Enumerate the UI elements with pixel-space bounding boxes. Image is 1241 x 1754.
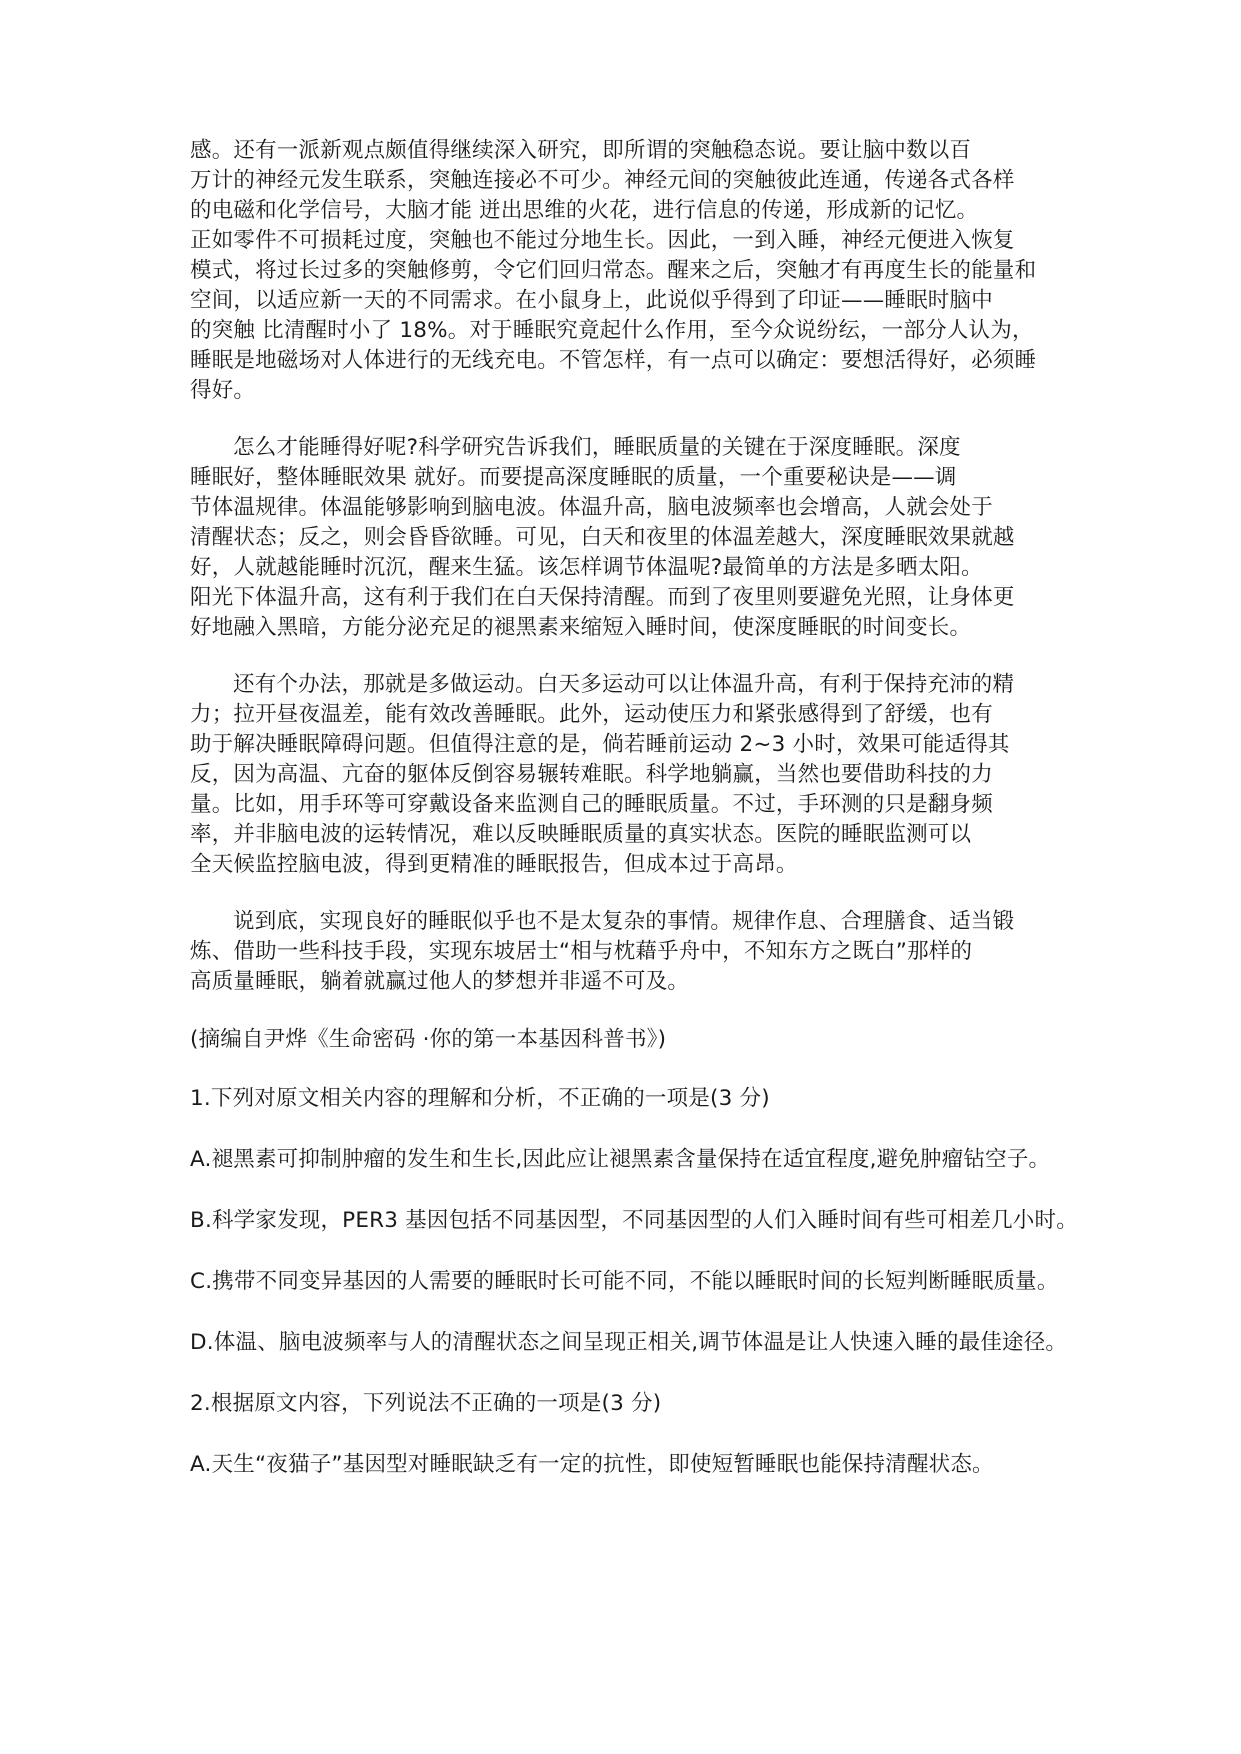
option-c: C.携带不同变异基因的人需要的睡眠时长可能不同，不能以睡眠时间的长短判断睡眠质量。 <box>190 1269 1059 1294</box>
text-line: 节体温规律。体温能够影响到脑电波。体温升高，脑电波频率也会增高，人就会处于 <box>190 495 993 520</box>
text-line: 炼、借助一些科技手段，实现东坡居士“相与枕藉乎舟中，不知东方之既白”那样的 <box>190 939 973 964</box>
question-stem: 2.根据原文内容，下列说法不正确的一项是(3 分) <box>190 1391 662 1416</box>
text-line: 好地融入黑暗，方能分泌充足的褪黑素来缩短入睡时间，使深度睡眠的时间变长。 <box>190 615 972 640</box>
text-line: 说到底，实现良好的睡眠似乎也不是太复杂的事情。规律作息、合理膳食、适当锻 <box>233 909 1015 934</box>
text-line: 率，并非脑电波的运转情况，难以反映睡眠质量的真实状态。医院的睡眠监测可以 <box>190 822 972 847</box>
text-line: 清醒状态；反之，则会昏昏欲睡。可见，白天和夜里的体温差越大，深度睡眠效果就越 <box>190 525 1015 550</box>
option-a: A.天生“夜猫子”基因型对睡眠缺乏有一定的抗性，即使短暂睡眠也能保持清醒状态。 <box>190 1452 994 1477</box>
text-line: 全天候监控脑电波，得到更精准的睡眠报告，但成本过于高昂。 <box>190 852 798 877</box>
text-line: 力；拉开昼夜温差，能有效改善睡眠。此外，运动使压力和紧张感得到了舒缓，也有 <box>190 702 993 727</box>
text-line: 感。还有一派新观点颇值得继续深入研究，即所谓的突触稳态说。要让脑中数以百 <box>190 138 972 163</box>
text-line: 反，因为高温、亢奋的躯体反倒容易辗转难眠。科学地躺赢，当然也要借助科技的力 <box>190 762 993 787</box>
text-line: 量。比如，用手环等可穿戴设备来监测自己的睡眠质量。不过，手环测的只是翻身频 <box>190 792 993 817</box>
text-line: 正如零件不可损耗过度，突触也不能过分地生长。因此，一到入睡，神经元便进入恢复 <box>190 228 1015 253</box>
text-line: 阳光下体温升高，这有利于我们在白天保持清醒。而到了夜里则要避免光照，让身体更 <box>190 585 1015 610</box>
text-line: 的突触 比清醒时小了 18%。对于睡眠究竟起什么作用，至今众说纷纭，一部分人认为， <box>190 318 1034 343</box>
text-line: 好，人就越能睡时沉沉，醒来生猛。该怎样调节体温呢?最简单的方法是多晒太阳。 <box>190 555 983 580</box>
option-d: D.体温、脑电波频率与人的清醒状态之间呈现正相关,调节体温是让人快速入睡的最佳途径。 <box>190 1330 1068 1355</box>
text-line: 睡眠好，整体睡眠效果 就好。而要提高深度睡眠的质量，一个重要秘诀是——调 <box>190 465 957 490</box>
text-line: 模式，将过长过多的突触修剪，令它们回归常态。醒来之后，突触才有再度生长的能量和 <box>190 258 1037 283</box>
option-a: A.褪黑素可抑制肿瘤的发生和生长,因此应让褪黑素含量保持在适宜程度,避免肿瘤钻空子。 <box>190 1147 1051 1172</box>
text-line: 还有个办法，那就是多做运动。白天多运动可以让体温升高，有利于保持充沛的精 <box>233 672 1015 697</box>
question-stem: 1.下列对原文相关内容的理解和分析，不正确的一项是(3 分) <box>190 1086 770 1111</box>
option-b: B.科学家发现，PER3 基因包括不同基因型，不同基因型的人们入睡时间有些可相差几小时。 <box>190 1208 1078 1233</box>
text-line: 高质量睡眠，躺着就赢过他人的梦想并非遥不可及。 <box>190 969 690 994</box>
text-line: 的电磁和化学信号，大脑才能 迸出思维的火花，进行信息的传递，形成新的记忆。 <box>190 198 979 223</box>
text-line: 万计的神经元发生联系，突触连接必不可少。神经元间的突触彼此连通，传递各式各样 <box>190 168 1015 193</box>
text-line: 得好。 <box>190 378 256 403</box>
text-line: 怎么才能睡得好呢?科学研究告诉我们，睡眠质量的关键在于深度睡眠。深度 <box>233 435 961 460</box>
source-citation: (摘编自尹烨《生命密码 ·你的第一本基因科普书》) <box>190 1027 667 1052</box>
text-line: 睡眠是地磁场对人体进行的无线充电。不管怎样，有一点可以确定：要想活得好，必须睡 <box>190 348 1037 373</box>
text-line: 助于解决睡眠障碍问题。但值得注意的是，倘若睡前运动 2~3 小时，效果可能适得其 <box>190 732 1010 757</box>
text-line: 空间，以适应新一天的不同需求。在小鼠身上，此说似乎得到了印证——睡眠时脑中 <box>190 288 993 313</box>
